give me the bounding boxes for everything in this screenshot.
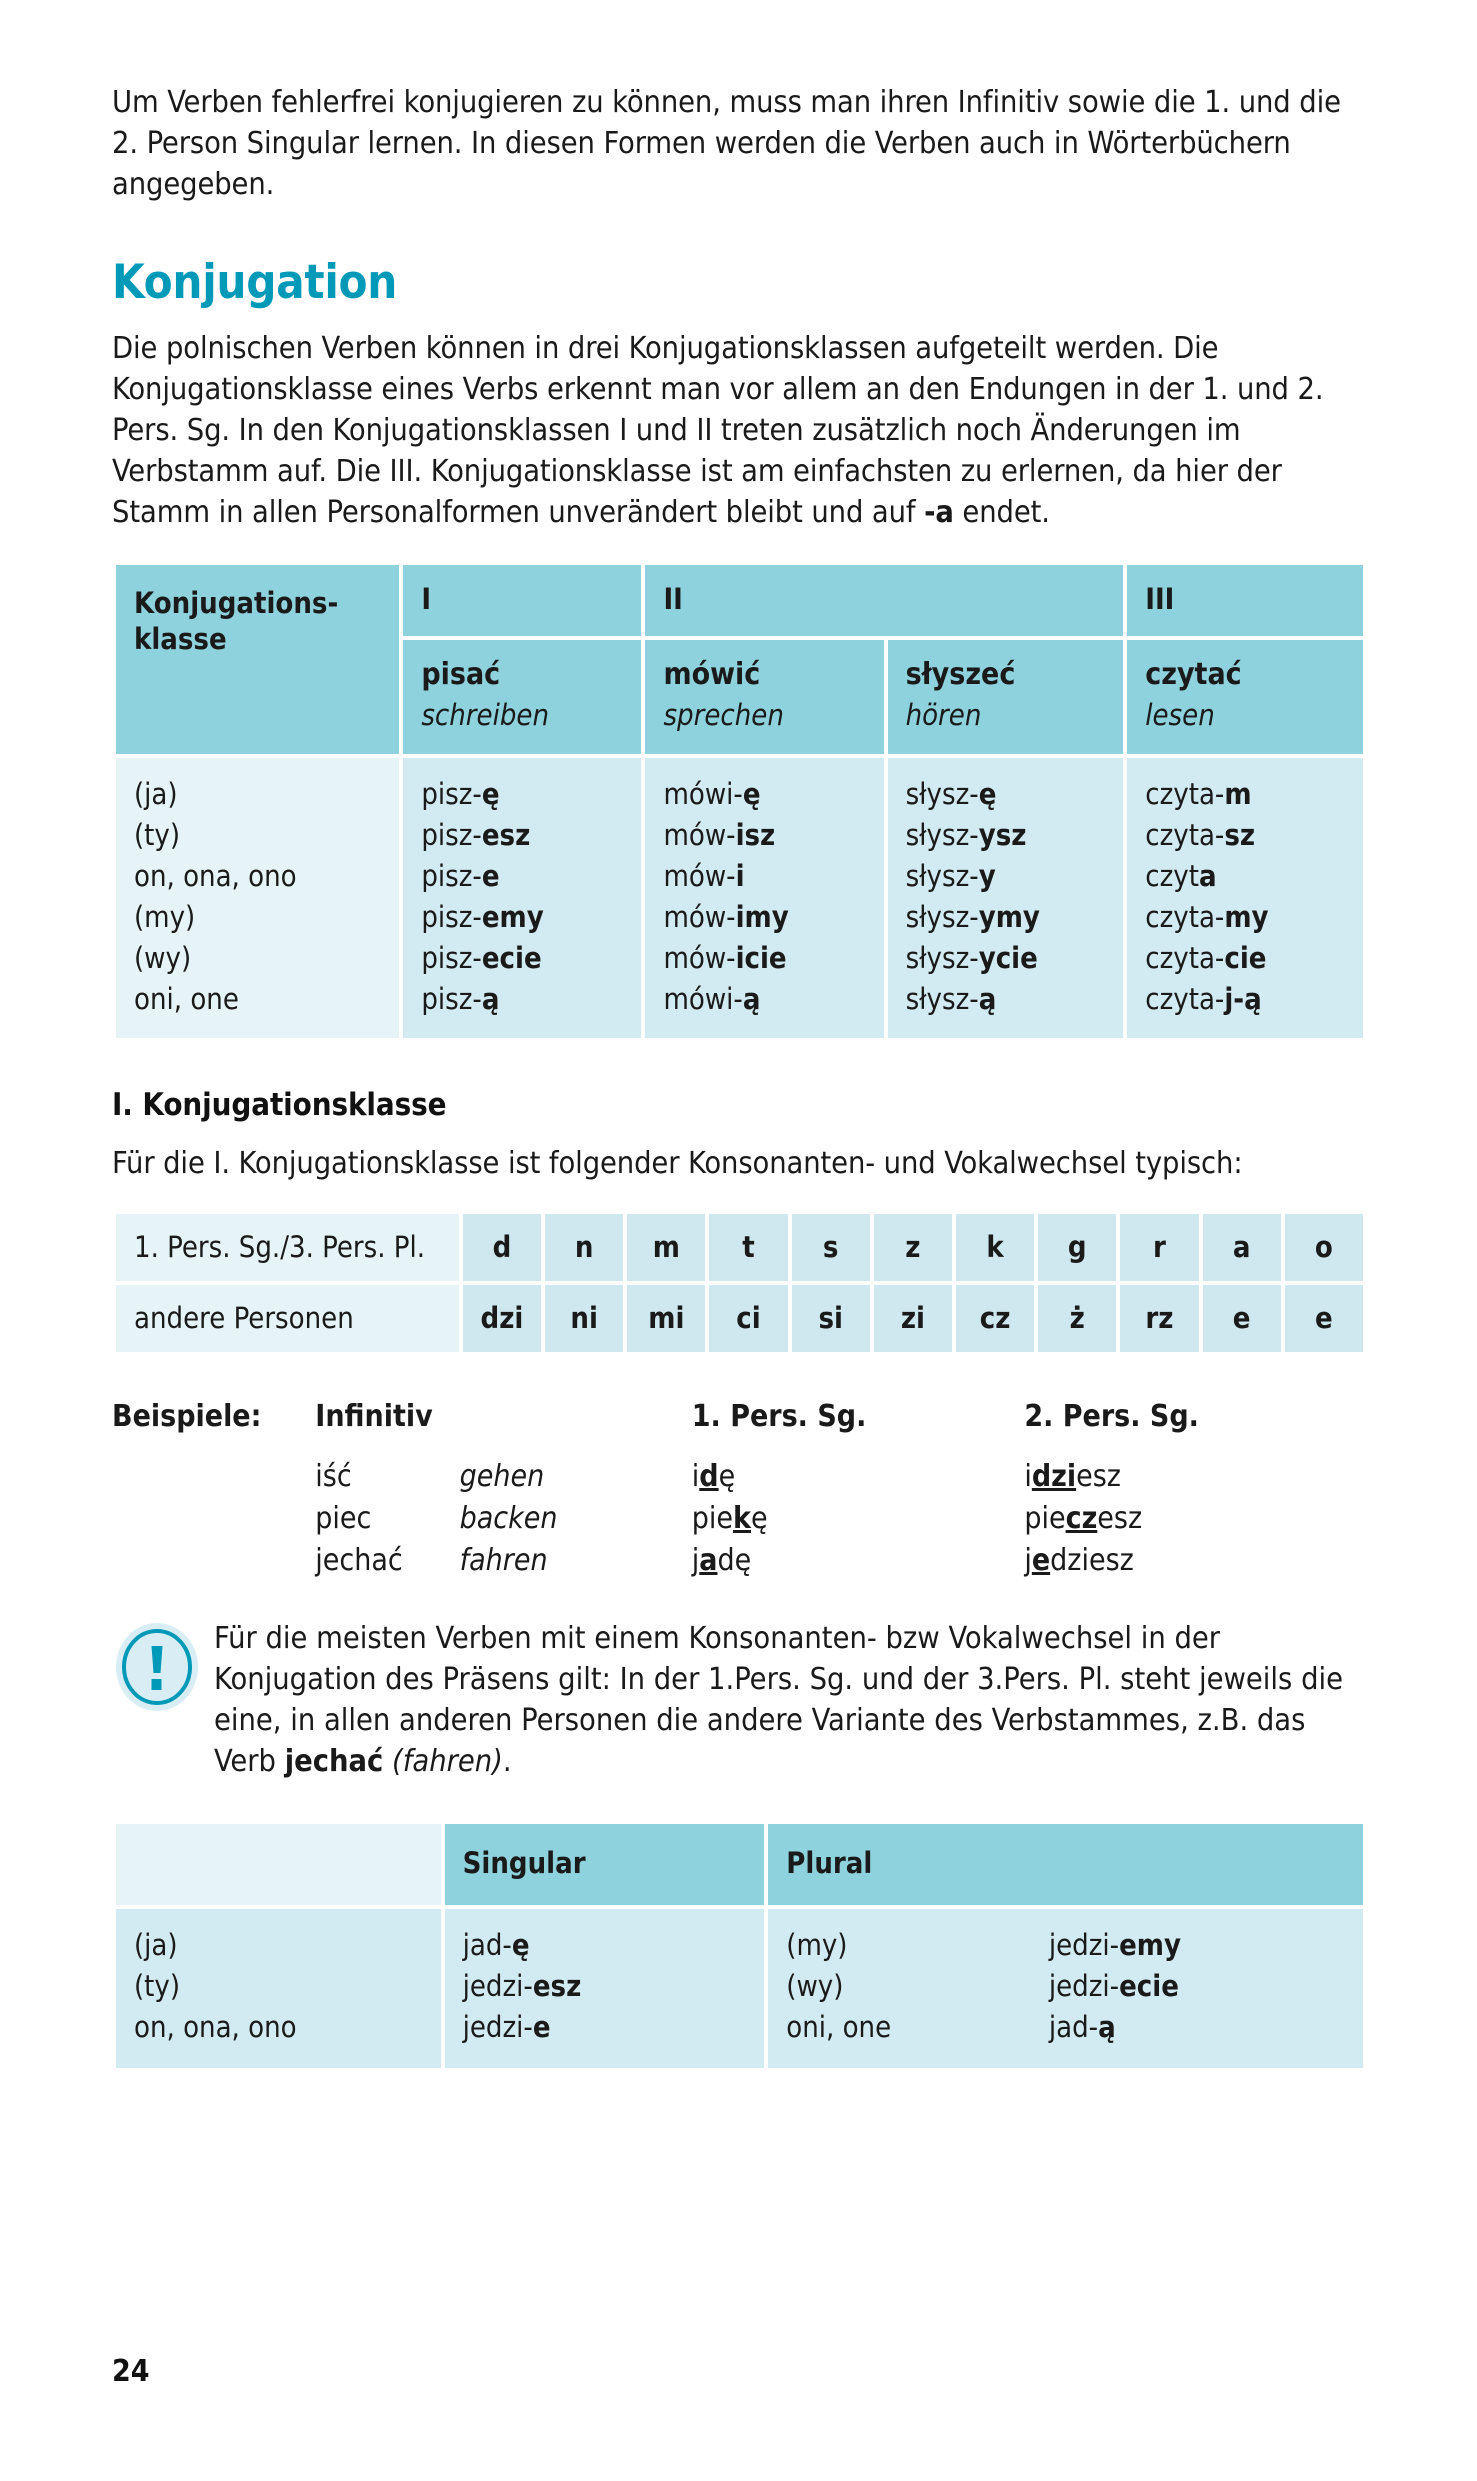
list-item: pisz-ę <box>421 777 500 811</box>
list-item: czyta <box>1145 859 1217 893</box>
list-item: on, ona, ono <box>134 859 297 893</box>
form-alternating-part: e <box>1031 1543 1051 1578</box>
examples-row <box>112 1498 1367 1540</box>
form-alternating-part: dzi <box>1031 1459 1077 1494</box>
form-suffix: ę <box>718 1459 736 1494</box>
table-row-forms <box>116 758 1363 1038</box>
list-item: czyta-m <box>1145 777 1252 811</box>
forms-column-mowic <box>645 758 883 1038</box>
list-item: mówi-ą <box>663 982 761 1016</box>
infinitive-german: lesen <box>1145 698 1215 732</box>
list-item: pisz-e <box>421 859 500 893</box>
conjugation-table <box>112 561 1367 1042</box>
list-item: oni, one <box>134 982 239 1016</box>
jechac-plural-row <box>786 1925 1345 1966</box>
infinitive-cell-czytac <box>1127 640 1363 754</box>
conj-class-label <box>116 565 399 754</box>
infinitive-polish: słyszeć <box>905 657 1016 692</box>
list-item: (wy) <box>134 941 192 975</box>
conj-class-number-2: II <box>645 565 1123 636</box>
list-item: on, ona, ono <box>134 2010 297 2044</box>
form-alternating-part: a <box>699 1543 718 1578</box>
alternation-cell: k <box>956 1214 1034 1281</box>
exclamation-mark-icon <box>112 1618 208 1782</box>
jechac-header-plural: Plural <box>768 1824 1363 1905</box>
example-infinitive: jechać <box>315 1543 403 1578</box>
form-prefix: i <box>691 1459 700 1494</box>
alternation-cell: e <box>1285 1285 1363 1352</box>
example-1sg <box>692 1456 1025 1498</box>
alternation-cell: si <box>792 1285 870 1352</box>
table-row-jechac-headers <box>116 1824 1363 1905</box>
jechac-singular-pronouns <box>116 1909 441 2068</box>
list-item: słysz-ymy <box>905 900 1040 934</box>
forms-column-pisac <box>403 758 641 1038</box>
example-1sg <box>692 1498 1025 1540</box>
subsection-heading: I. Konjugationsklasse <box>112 1087 447 1123</box>
list-item: słysz-ą <box>905 982 997 1016</box>
table-row-alternation-1 <box>116 1214 1363 1281</box>
callout-text-end: . <box>502 1744 512 1779</box>
alternation-cell: a <box>1203 1214 1281 1281</box>
alternation-cell: zi <box>874 1285 952 1352</box>
alternation-cell: z <box>874 1214 952 1281</box>
alternation-cell: ni <box>545 1285 623 1352</box>
infinitive-cell-pisac <box>403 640 641 754</box>
table-row-class-numbers <box>116 565 1363 636</box>
jechac-plural-row <box>786 2007 1345 2048</box>
list-item: czyta-my <box>1145 900 1269 934</box>
alternation-cell: t <box>709 1214 787 1281</box>
list-item: słysz-ysz <box>905 818 1027 852</box>
callout-text-italic: (fahren) <box>392 1744 503 1779</box>
list-item: (ja) <box>134 1928 178 1962</box>
conj-class-label-line1: Konjugations- <box>134 586 339 620</box>
examples-label: Beispiele: <box>112 1399 262 1434</box>
list-item: pisz-ą <box>421 982 500 1016</box>
list-item: pisz-esz <box>421 818 531 852</box>
form-suffix: ę <box>750 1501 768 1536</box>
section-paragraph-part2: endet. <box>953 495 1050 530</box>
callout-text-bold: jechać <box>284 1744 384 1779</box>
list-item: (ty) <box>134 818 181 852</box>
section-paragraph-part1: Die polnischen Verben können in drei Konjugationsklassen aufgeteilt werden. Die Konjugationsklasse eines Verbs erkennt man vor allem an den Endungen in der 1. und 2. Pers. Sg. In den Konjugationsklassen I und II treten zusätzlich noch Änderungen im Verbstamm auf. Die III. Konjugationsklasse ist am einfachsten zu erlernen, da hier der Stamm in allen Personalformen unverändert bleibt und auf <box>112 331 1324 530</box>
example-german: fahren <box>459 1543 548 1578</box>
jechac-header-blank <box>116 1824 441 1905</box>
example-1sg <box>692 1540 1025 1582</box>
form-suffix: dziesz <box>1050 1543 1134 1578</box>
jechac-plural-form: jedzi-emy <box>1048 1928 1181 1962</box>
list-item: mów-icie <box>663 941 787 975</box>
examples-header-2sg: 2. Pers. Sg. <box>1024 1399 1199 1434</box>
infinitive-cell-slyszec <box>888 640 1124 754</box>
infinitive-german: hören <box>905 698 982 732</box>
alternation-cell: g <box>1038 1214 1116 1281</box>
list-item: czyta-cie <box>1145 941 1267 975</box>
alternation-table <box>112 1210 1367 1356</box>
alternation-cell: d <box>463 1214 541 1281</box>
example-2sg <box>1024 1498 1367 1540</box>
example-2sg <box>1024 1540 1367 1582</box>
list-item: słysz-ycie <box>905 941 1038 975</box>
alternation-cell: ż <box>1038 1285 1116 1352</box>
alternation-row2-label: andere Personen <box>116 1285 459 1352</box>
forms-column-czytac <box>1127 758 1363 1038</box>
jechac-conjugation-table <box>112 1820 1367 2072</box>
infinitive-polish: mówić <box>663 657 761 692</box>
list-item: czyta-j-ą <box>1145 982 1262 1016</box>
alternation-cell: n <box>545 1214 623 1281</box>
alternation-cell: m <box>627 1214 705 1281</box>
form-alternating-part: cz <box>1065 1501 1098 1536</box>
list-item: jedzi-e <box>462 2010 551 2044</box>
alternation-cell: rz <box>1120 1285 1198 1352</box>
jechac-plural-inner <box>786 1925 1345 2048</box>
list-item: jedzi-esz <box>462 1969 582 2003</box>
list-item: pisz-emy <box>421 900 544 934</box>
callout-text-part1: Für die meisten Verben mit einem Konsonanten- bzw Vokalwechsel in der Konjugation des Präsens gilt: In der 1.Pers. Sg. und der 3.Pers. Pl. steht jeweils die eine, in allen anderen Personen die andere Variante des Verbstammes, z.B. das Verb <box>214 1621 1344 1779</box>
alternation-cell: r <box>1120 1214 1198 1281</box>
alternation-cell: ci <box>709 1285 787 1352</box>
infinitive-cell-mowic <box>645 640 883 754</box>
list-item: słysz-ę <box>905 777 997 811</box>
jechac-plural-pronoun: oni, one <box>786 2010 892 2044</box>
list-item: (ja) <box>134 777 178 811</box>
form-prefix: pie <box>691 1501 734 1536</box>
form-prefix: j <box>691 1543 700 1578</box>
alternation-cell: dzi <box>463 1285 541 1352</box>
list-item: mów-imy <box>663 900 789 934</box>
list-item: (my) <box>134 900 196 934</box>
form-prefix: j <box>1024 1543 1032 1578</box>
info-callout <box>112 1618 1367 1782</box>
form-alternating-part: k <box>733 1501 751 1536</box>
list-item: czyta-sz <box>1145 818 1256 852</box>
examples-header-row <box>112 1396 1367 1456</box>
alternation-cell: o <box>1285 1214 1363 1281</box>
example-german: backen <box>459 1501 558 1536</box>
alternation-cell: e <box>1203 1285 1281 1352</box>
examples-row <box>112 1540 1367 1582</box>
list-item: słysz-y <box>905 859 996 893</box>
examples-block <box>112 1396 1367 1582</box>
example-infinitive: iść <box>315 1459 352 1494</box>
examples-header-infinitiv: Infinitiv <box>315 1399 433 1434</box>
table-row-jechac-forms <box>116 1909 1363 2068</box>
list-item: mów-isz <box>663 818 776 852</box>
alternation-row1-label: 1. Pers. Sg./3. Pers. Pl. <box>116 1214 459 1281</box>
info-callout-text <box>208 1618 1367 1782</box>
list-item: jad-ę <box>462 1928 530 1962</box>
jechac-plural-row <box>786 1966 1345 2007</box>
table-row-alternation-2 <box>116 1285 1363 1352</box>
intro-paragraph: Um Verben fehlerfrei konjugieren zu können, muss man ihren Infinitiv sowie die 1. und die 2. Person Singular lernen. In diesen Formen werden die Verben auch in Wörterbüchern angegeben. <box>112 85 1341 202</box>
form-suffix: esz <box>1076 1459 1121 1494</box>
subsection-paragraph: Für die I. Konjugationsklasse ist folgender Konsonanten- und Vokalwechsel typisch: <box>112 1146 1243 1181</box>
conj-class-label-line2: klasse <box>134 622 227 656</box>
alternation-cell: cz <box>956 1285 1034 1352</box>
infinitive-german: schreiben <box>421 698 549 732</box>
form-alternating-part: d <box>699 1459 719 1494</box>
example-2sg <box>1024 1456 1367 1498</box>
section-paragraph <box>112 328 1367 533</box>
examples-header-1sg: 1. Pers. Sg. <box>691 1399 867 1434</box>
jechac-singular-forms <box>445 1909 765 2068</box>
page-number: 24 <box>112 2354 150 2389</box>
conj-class-number-3: III <box>1127 565 1363 636</box>
infinitive-polish: czytać <box>1145 657 1242 692</box>
list-item: mów-i <box>663 859 745 893</box>
form-prefix: i <box>1024 1459 1032 1494</box>
alternation-cell: mi <box>627 1285 705 1352</box>
pronoun-column <box>116 758 399 1038</box>
alternation-cell: s <box>792 1214 870 1281</box>
form-suffix: dę <box>717 1543 752 1578</box>
infinitive-german: sprechen <box>663 698 784 732</box>
list-item: mówi-ę <box>663 777 761 811</box>
infinitive-polish: pisać <box>421 657 501 692</box>
section-heading-konjugation: Konjugation <box>112 255 398 310</box>
example-german: gehen <box>459 1459 545 1494</box>
examples-row <box>112 1456 1367 1498</box>
jechac-plural-pronoun: (my) <box>786 1928 848 1962</box>
list-item: (ty) <box>134 1969 181 2003</box>
example-infinitive: piec <box>315 1501 372 1536</box>
jechac-plural-form: jad-ą <box>1048 2010 1116 2044</box>
forms-column-slyszec <box>888 758 1124 1038</box>
jechac-plural-pronoun: (wy) <box>786 1969 844 2003</box>
conj-class-number-1: I <box>403 565 641 636</box>
list-item: pisz-ecie <box>421 941 542 975</box>
form-suffix: esz <box>1097 1501 1143 1536</box>
jechac-plural-cell <box>768 1909 1363 2068</box>
form-prefix: pie <box>1024 1501 1066 1536</box>
jechac-plural-form: jedzi-ecie <box>1048 1969 1179 2003</box>
jechac-header-singular: Singular <box>445 1824 765 1905</box>
section-paragraph-bold: -a <box>924 495 954 530</box>
